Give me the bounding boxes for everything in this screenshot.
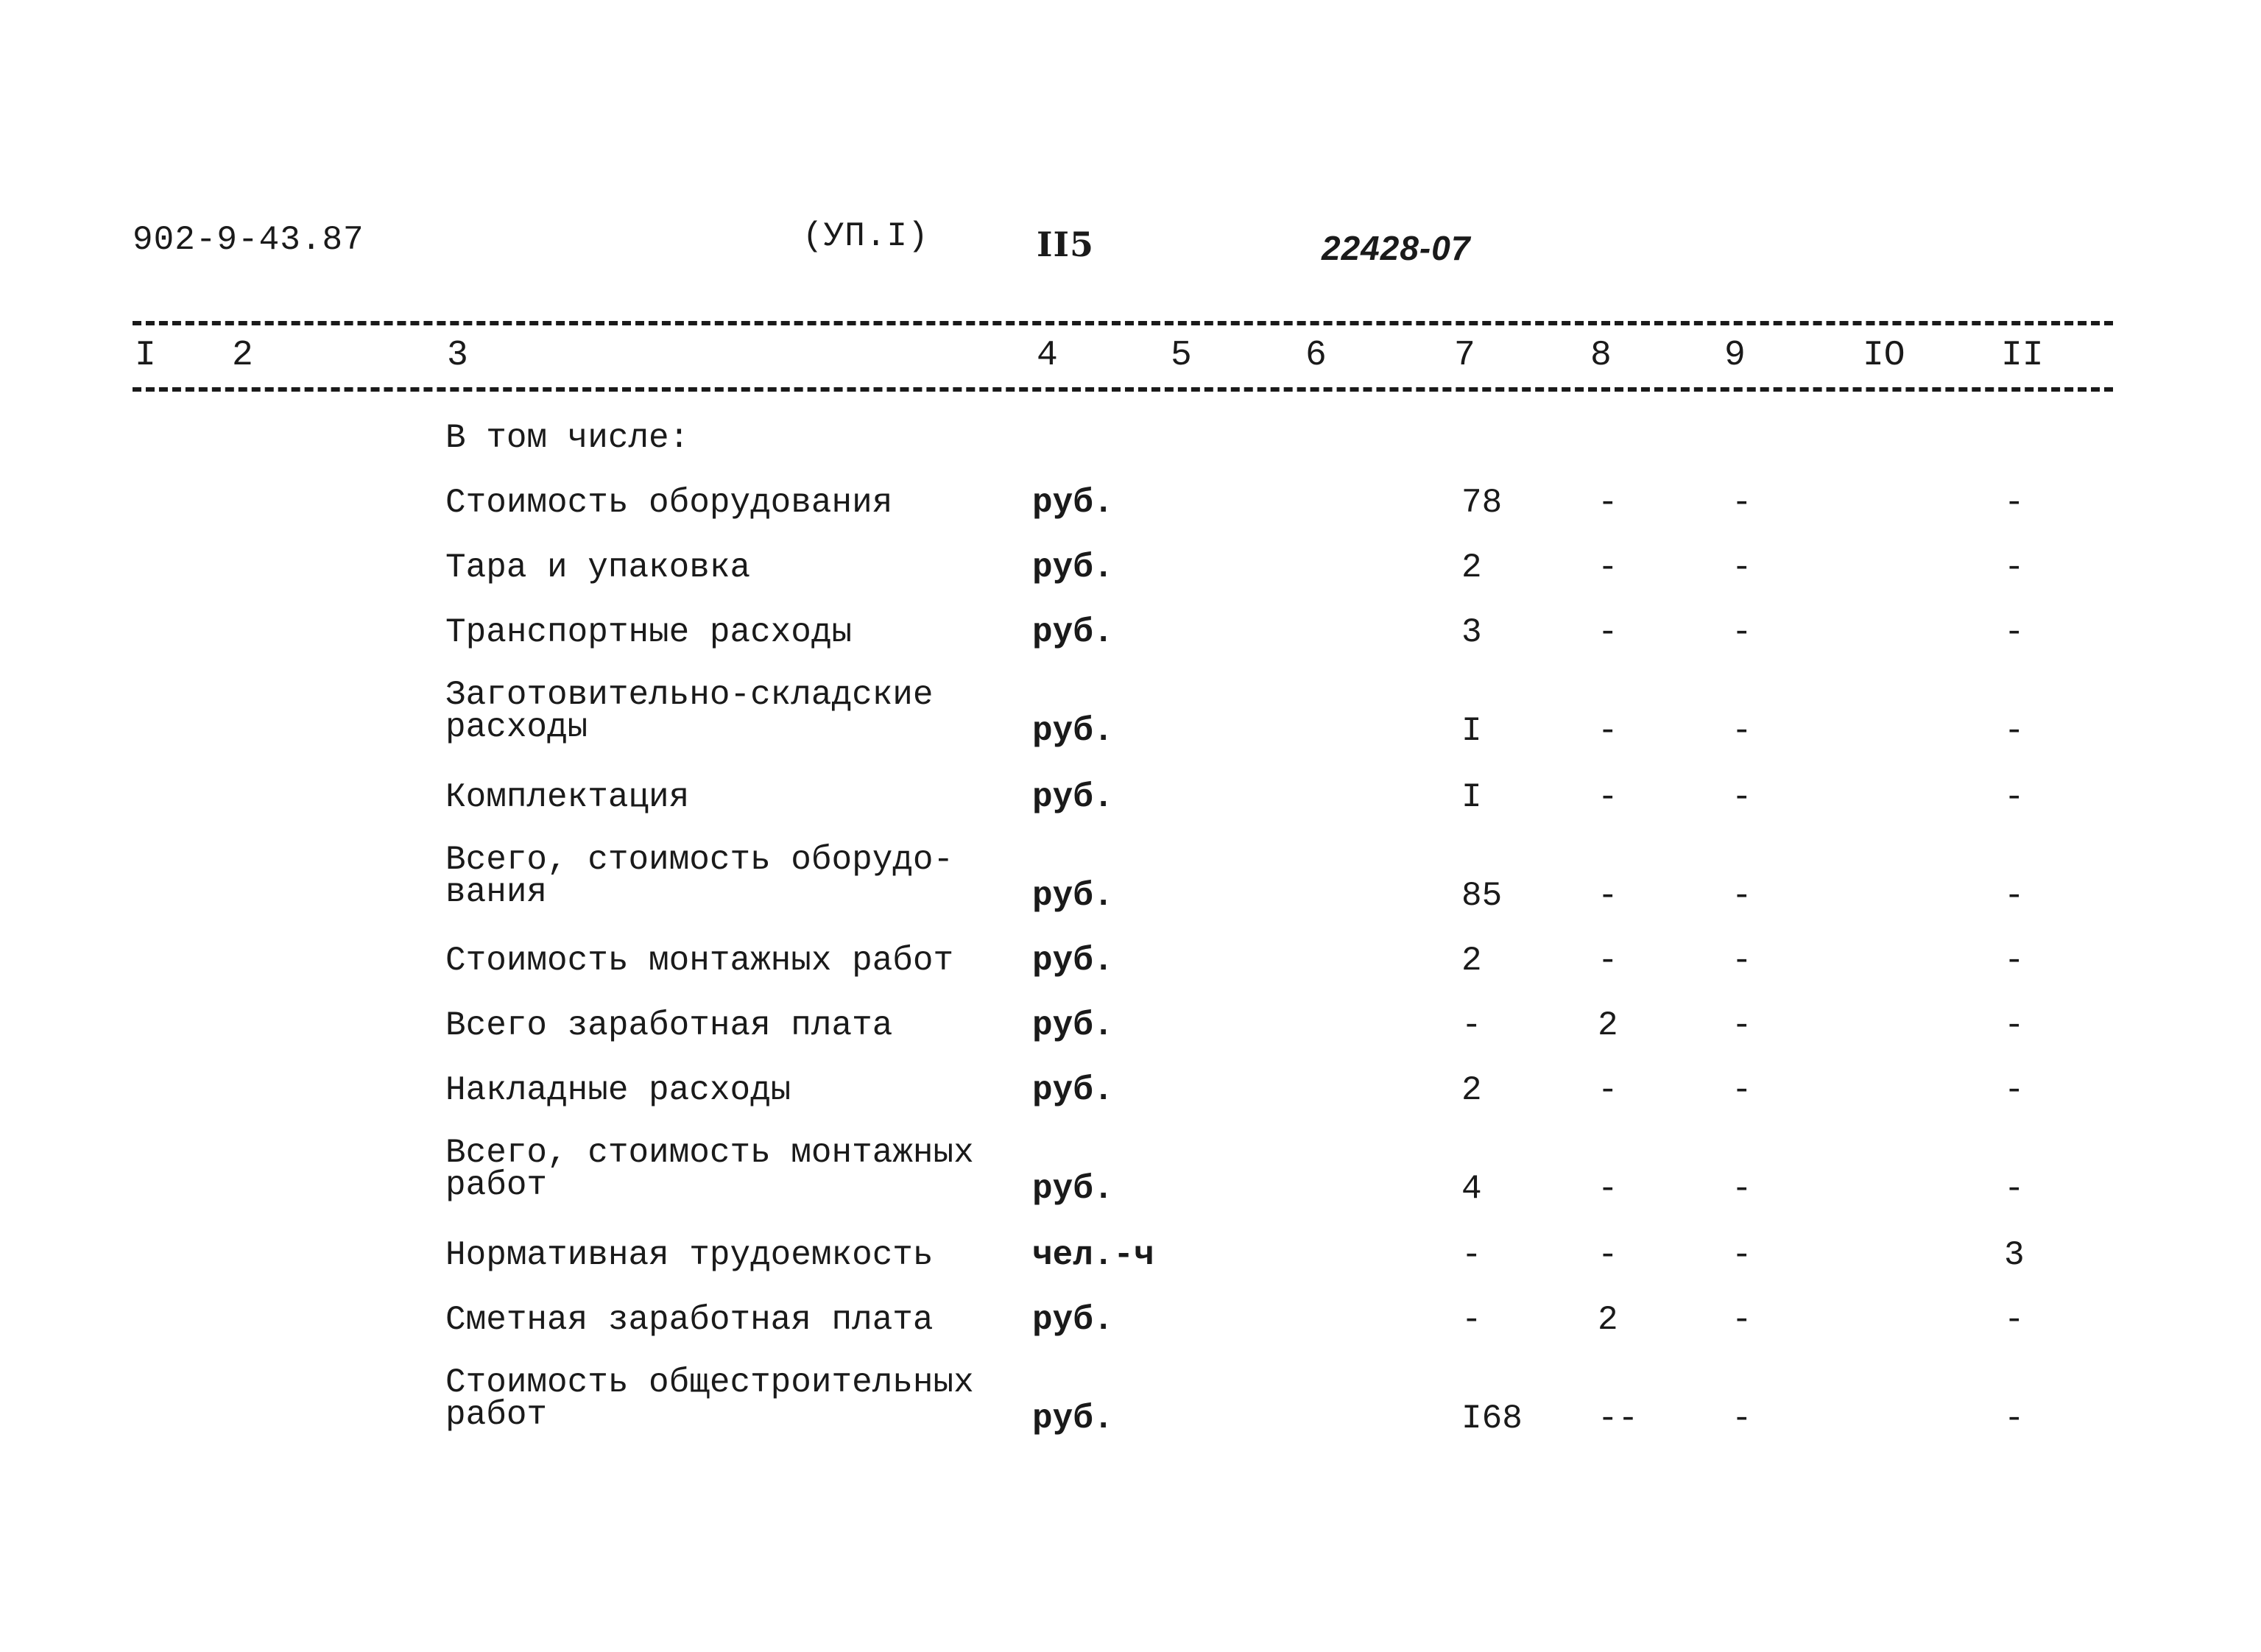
album-number: (УП.I) [803, 217, 929, 255]
row-col7: 3 [1461, 613, 1482, 652]
row-unit: руб. [1032, 1006, 1114, 1045]
row-unit: руб. [1032, 942, 1114, 980]
row-col8: - [1598, 613, 1618, 652]
row-col8: -- [1598, 1399, 1639, 1438]
row-col9: - [1732, 548, 1752, 587]
table-row [0, 944, 2261, 988]
column-number-4: 4 [1037, 336, 1058, 375]
row-unit: руб. [1032, 613, 1114, 652]
table-row [0, 1006, 2261, 1053]
row-name-line2: вания [445, 873, 548, 911]
row-name: Стоимость монтажных работ [445, 942, 954, 980]
row-col8: - [1598, 778, 1618, 816]
row-col11: - [2004, 1399, 2025, 1438]
row-col11: - [2004, 484, 2025, 522]
row-name: Нормативная трудоемкость [445, 1236, 934, 1274]
row-col7: - [1461, 1236, 1482, 1274]
row-col11: - [2004, 712, 2025, 750]
table-row [0, 548, 2261, 595]
row-name: Накладные расходы [445, 1071, 791, 1109]
dashed-rule-bottom [133, 387, 2113, 392]
row-col9: - [1732, 1170, 1752, 1208]
column-number-11: II [2001, 336, 2044, 375]
row-col11: - [2004, 778, 2025, 816]
table-row [0, 1238, 2261, 1282]
row-name: Комплектация [445, 778, 690, 816]
row-col7: - [1461, 1006, 1482, 1045]
row-col11: - [2004, 1170, 2025, 1208]
row-col11: - [2004, 613, 2025, 652]
row-col9: - [1732, 1006, 1752, 1045]
row-col9: - [1732, 778, 1752, 816]
row-name: Стоимость оборудования [445, 484, 893, 522]
row-name: Транспортные расходы [445, 613, 853, 652]
row-col9: - [1732, 484, 1752, 522]
row-name-line1: Стоимость общестроительных [445, 1363, 974, 1402]
row-col9: - [1732, 877, 1752, 915]
row-unit: руб. [1032, 778, 1114, 816]
row-col9: - [1732, 1071, 1752, 1109]
row-col8: 2 [1598, 1301, 1618, 1339]
row-col9: - [1732, 712, 1752, 750]
column-number-3: 3 [447, 336, 468, 375]
row-unit: руб. [1032, 1301, 1114, 1339]
table-row [0, 1303, 2261, 1347]
row-col7: - [1461, 1301, 1482, 1339]
row-col8: - [1598, 548, 1618, 587]
row-col9: - [1732, 1236, 1752, 1274]
column-number-1: I [135, 336, 156, 375]
document-number: 22428-07 [1322, 229, 1471, 267]
table-row [0, 780, 2261, 825]
column-number-2: 2 [232, 336, 253, 375]
row-col7: I [1461, 712, 1482, 750]
dashed-rule-top [133, 321, 2113, 325]
row-col9: - [1732, 942, 1752, 980]
row-col8: 2 [1598, 1006, 1618, 1045]
row-name: Сметная заработная плата [445, 1301, 934, 1339]
column-number-6: 6 [1305, 336, 1327, 375]
row-name-line1: Всего, стоимость оборудо- [445, 841, 954, 879]
row-col11: - [2004, 548, 2025, 587]
row-col8: - [1598, 877, 1618, 915]
row-col11: - [2004, 1006, 2025, 1045]
row-col8: - [1598, 1071, 1618, 1109]
row-unit: руб. [1032, 712, 1114, 750]
row-col7: I [1461, 778, 1482, 816]
section-intro: В том числе: [445, 419, 690, 457]
row-col7: 2 [1461, 942, 1482, 980]
row-name-line1: Всего, стоимость монтажных [445, 1134, 974, 1172]
table-row [0, 1073, 2261, 1118]
column-number-9: 9 [1724, 336, 1746, 375]
row-col7: 2 [1461, 1071, 1482, 1109]
project-code: 902-9-43.87 [133, 221, 364, 259]
column-number-8: 8 [1590, 336, 1612, 375]
row-col7: I68 [1461, 1399, 1523, 1438]
table-row [0, 1363, 2261, 1447]
row-unit: руб. [1032, 877, 1114, 915]
row-name-line2: работ [445, 1396, 548, 1434]
row-name-line2: работ [445, 1166, 548, 1204]
row-col11: - [2004, 1071, 2025, 1109]
row-col8: - [1598, 942, 1618, 980]
row-name: Тара и упаковка [445, 548, 751, 587]
row-col11: - [2004, 877, 2025, 915]
row-col9: - [1732, 1399, 1752, 1438]
table-row [0, 1134, 2261, 1218]
row-name: Всего заработная плата [445, 1006, 893, 1045]
table-row [0, 486, 2261, 530]
row-col8: - [1598, 1236, 1618, 1274]
table-row [0, 841, 2261, 925]
row-name-line1: Заготовительно-складские [445, 676, 934, 714]
page-number: II5 [1037, 225, 1095, 264]
row-col7: 78 [1461, 484, 1503, 522]
row-unit: руб. [1032, 1071, 1114, 1109]
row-unit: чел.-ч [1032, 1236, 1154, 1274]
row-unit: руб. [1032, 484, 1114, 522]
row-col11: - [2004, 1301, 2025, 1339]
table-row [0, 676, 2261, 760]
row-unit: руб. [1032, 1399, 1114, 1438]
row-col11: - [2004, 942, 2025, 980]
row-col11: 3 [2004, 1236, 2025, 1274]
row-col9: - [1732, 613, 1752, 652]
row-name-line2: расходы [445, 708, 588, 746]
row-col7: 2 [1461, 548, 1482, 587]
table-row [0, 615, 2261, 660]
row-unit: руб. [1032, 548, 1114, 587]
row-col8: - [1598, 484, 1618, 522]
row-col8: - [1598, 712, 1618, 750]
row-unit: руб. [1032, 1170, 1114, 1208]
column-number-7: 7 [1454, 336, 1475, 375]
row-col7: 4 [1461, 1170, 1482, 1208]
row-col9: - [1732, 1301, 1752, 1339]
column-number-5: 5 [1171, 336, 1192, 375]
row-col8: - [1598, 1170, 1618, 1208]
column-number-10: IO [1863, 336, 1905, 375]
row-col7: 85 [1461, 877, 1503, 915]
